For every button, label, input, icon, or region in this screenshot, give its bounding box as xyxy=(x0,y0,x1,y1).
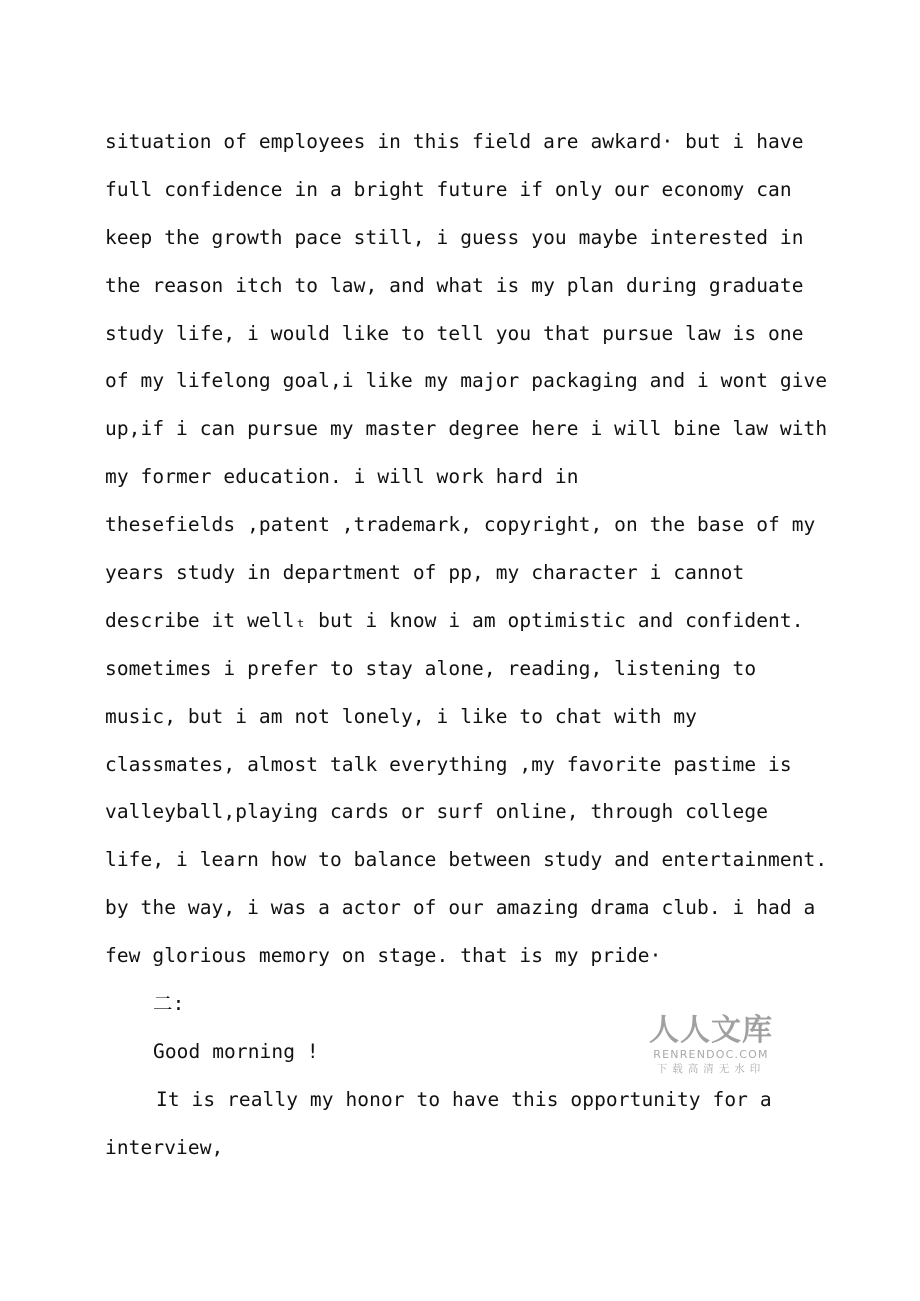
text-line: situation of employees in this field are awkard· but i have xyxy=(105,130,804,153)
text-line: keep the growth pace still, i guess you maybe interested in xyxy=(105,225,804,249)
text-line: classmates, almost talk everything ,my favorite pastime is xyxy=(105,752,792,776)
text-line: thesefields ,patent ,trademark, copyright, on the base of my xyxy=(105,513,816,537)
watermark-logo xyxy=(646,1014,776,1076)
text-line: study life, i would like to tell you that pursue law is one xyxy=(105,321,804,345)
text-line: sometimes i prefer to stay alone, reading, listening to xyxy=(105,656,757,680)
text-line: my former education. i will work hard in xyxy=(105,465,579,489)
watermark-title: 人人文库 xyxy=(649,1013,773,1048)
text-line: life, i learn how to balance between study and entertainment. xyxy=(105,848,828,872)
watermark-url: RENRENDOC.COM xyxy=(653,1048,769,1061)
watermark-subtitle: 下载高清无水印 xyxy=(656,1063,766,1075)
greeting-line: Good morning ! xyxy=(153,1039,319,1063)
text-line: music, but i am not lonely, i like to chat with my xyxy=(105,704,697,728)
paragraph-line: It is really my honor to have this opportunity for a xyxy=(156,1087,772,1111)
text-line: describe it wellₜ but i know i am optimistic and confident. xyxy=(105,608,804,632)
text-line: the reason itch to law, and what is my plan during graduate xyxy=(105,273,804,297)
text-line: by the way, i was a actor of our amazing drama club. i had a xyxy=(105,896,816,920)
text-line: few glorious memory on stage. that is my pride· xyxy=(105,944,662,968)
text-line: of my lifelong goal,i like my major packaging and i wont give xyxy=(105,369,828,393)
text-line: valleyball,playing cards or surf online, through college xyxy=(105,800,769,824)
section-heading: 二: xyxy=(153,992,185,1016)
text-line: up,if i can pursue my master degree here i will bine law with xyxy=(105,417,828,441)
text-line: full confidence in a bright future if only our economy can xyxy=(105,177,792,201)
paragraph-line: interview, xyxy=(105,1135,224,1159)
text-line: years study in department of pp, my character i cannot xyxy=(105,561,745,585)
